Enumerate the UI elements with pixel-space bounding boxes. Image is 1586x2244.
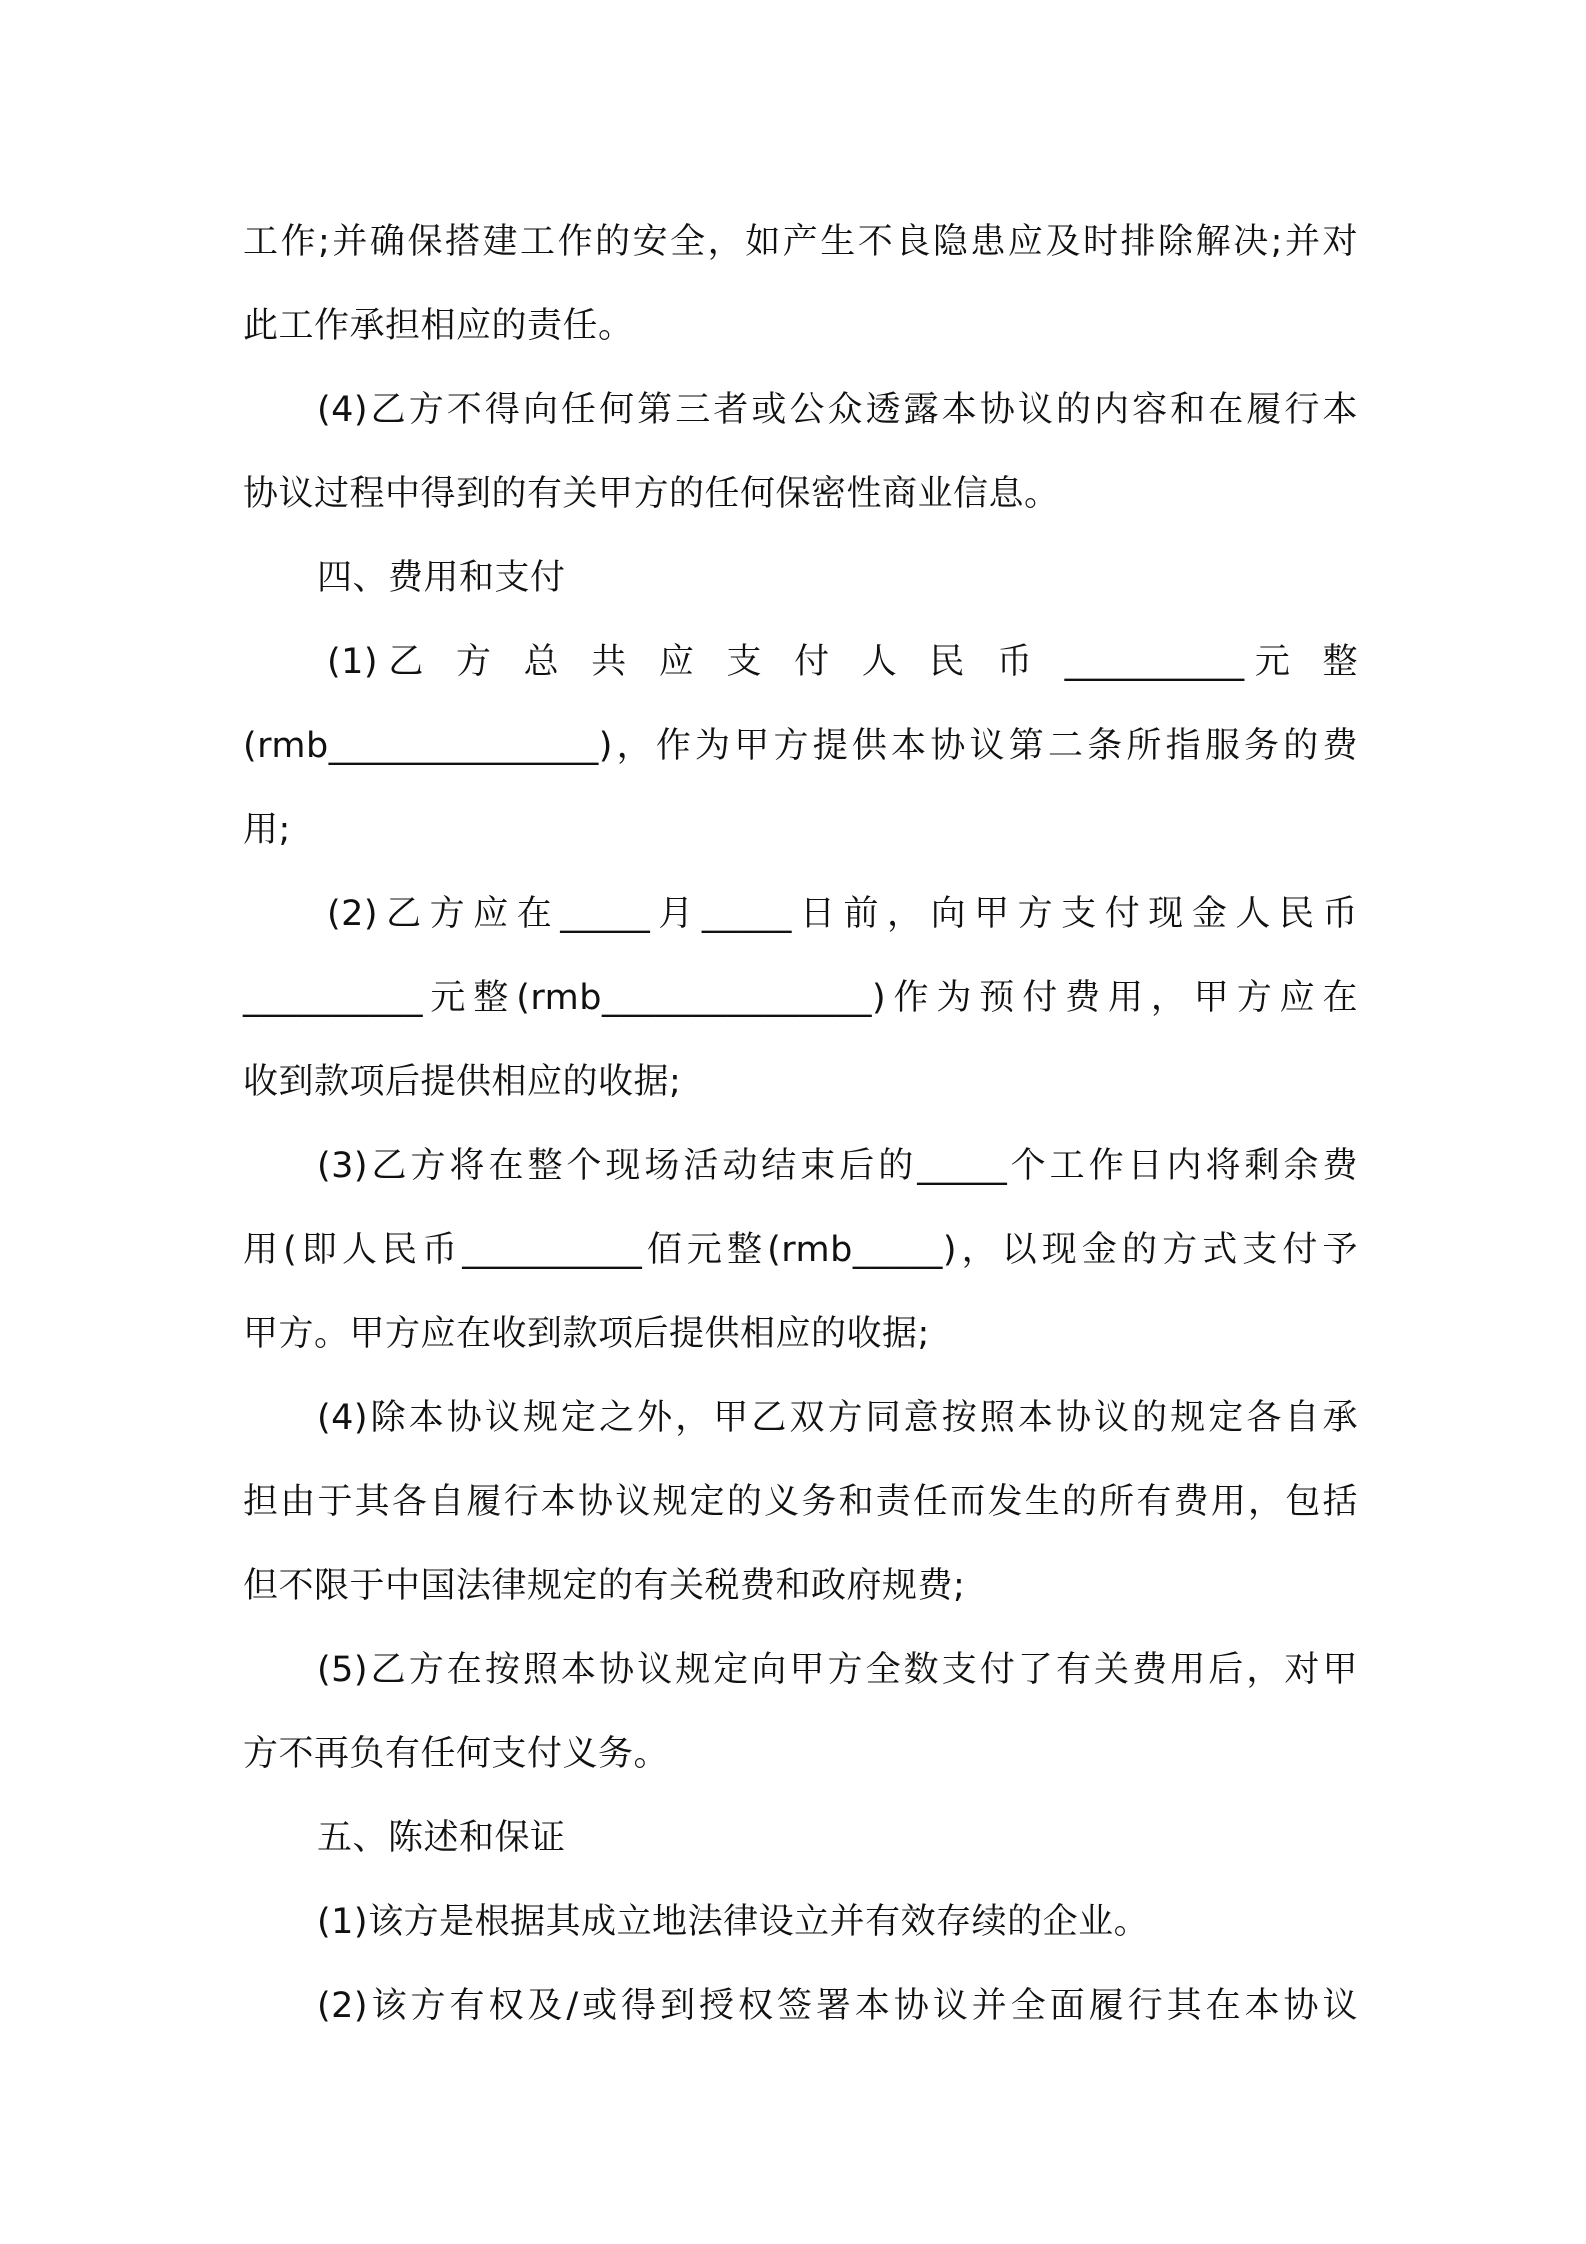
section-heading: 五、陈述和保证 [317, 1818, 566, 1858]
text-line: (2)该方有权及/或得到授权签署本协议并全面履行其在本协议 [317, 1986, 1358, 2026]
text-line: 但不限于中国法律规定的有关税费和政府规费; [243, 1566, 966, 1606]
text-line: (4)除本协议规定之外，甲乙双方同意按照本协议的规定各自承 [317, 1398, 1358, 1438]
text-line: (5)乙方在按照本协议规定向甲方全数支付了有关费用后，对甲 [317, 1650, 1358, 1690]
text-line: 收到款项后提供相应的收据; [243, 1062, 682, 1102]
text-line: 方不再负有任何支付义务。 [243, 1734, 670, 1774]
text-line: (4)乙方不得向任何第三者或公众透露本协议的内容和在履行本 [317, 390, 1358, 430]
text-line: 用; [243, 810, 291, 850]
text-line: (rmb_______________)，作为甲方提供本协议第二条所指服务的费 [243, 726, 1358, 766]
text-line: (3)乙方将在整个现场活动结束后的_____个工作日内将剩余费 [317, 1146, 1358, 1186]
document-body [243, 200, 1358, 2048]
text-line: 担由于其各自履行本协议规定的义务和责任而发生的所有费用，包括 [243, 1482, 1358, 1522]
text-line: (1)乙 方 总 共 应 支 付 人 民 币 __________元 整 [327, 642, 1358, 682]
section-heading: 四、费用和支付 [317, 558, 566, 598]
text-line: 协议过程中得到的有关甲方的任何保密性商业信息。 [243, 474, 1060, 514]
text-line: (1)该方是根据其成立地法律设立并有效存续的企业。 [317, 1902, 1150, 1942]
text-line: __________元整(rmb_______________)作为预付费用，甲方应在 [243, 978, 1358, 1018]
text-line: 此工作承担相应的责任。 [243, 306, 634, 346]
text-line: 工作;并确保搭建工作的安全，如产生不良隐患应及时排除解决;并对 [243, 222, 1358, 262]
text-line: (2)乙方应在_____月_____日前，向甲方支付现金人民币 [327, 894, 1358, 934]
text-line: 用(即人民币__________佰元整(rmb_____)，以现金的方式支付予 [243, 1230, 1358, 1270]
text-line: 甲方。甲方应在收到款项后提供相应的收据; [243, 1314, 930, 1354]
